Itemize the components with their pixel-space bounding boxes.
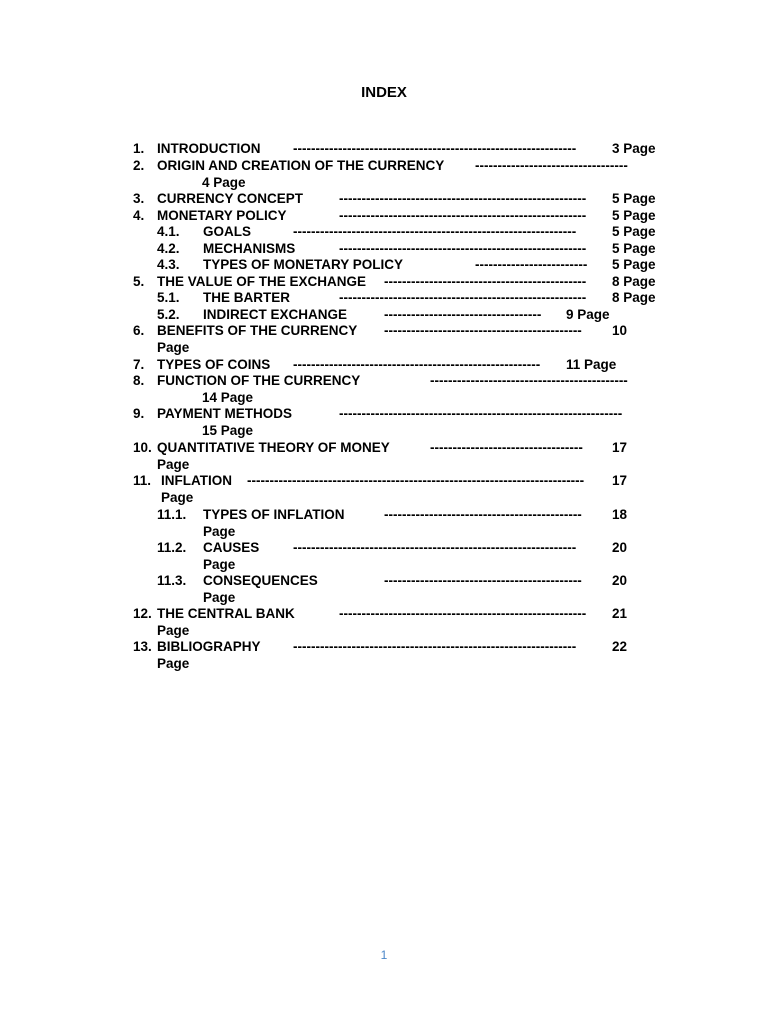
toc-entry-7-label: TYPES OF COINS (157, 357, 271, 372)
toc-entry-5-1-number: 5.1. (157, 290, 180, 305)
page-number: 1 (380, 948, 388, 962)
toc-entry-7-leader: ------------------------------------------------------- (293, 357, 541, 372)
toc-entry-10-leader: ---------------------------------- (430, 440, 583, 455)
toc-entry-4-3-page: 5 Page (612, 257, 656, 272)
toc-entry-1-leader: --------------------------------------------------------------- (293, 141, 577, 156)
toc-entry-4-3-label: TYPES OF MONETARY POLICY (203, 257, 404, 272)
toc-entry-8-page: 14 Page (202, 390, 254, 405)
index-title: INDEX (361, 84, 407, 101)
toc-entry-9-number: 9. (133, 406, 145, 421)
toc-entry-4-leader: ------------------------------------------------------- (339, 208, 587, 223)
toc-entry-1-number: 1. (133, 141, 145, 156)
toc-entry-4-page: 5 Page (612, 208, 656, 223)
toc-entry-11-3-page-number: 20 (612, 573, 628, 588)
toc-entry-10-page-word: Page (157, 457, 190, 472)
toc-entry-10-number: 10. (133, 440, 152, 455)
toc-entry-7-page: 11 Page (566, 357, 617, 372)
toc-entry-12-number: 12. (133, 606, 152, 621)
toc-entry-5-page: 8 Page (612, 274, 656, 289)
toc-entry-4-1-leader: --------------------------------------------------------------- (293, 224, 577, 239)
toc-entry-11-2-number: 11.2. (157, 540, 187, 555)
toc-entry-6-leader: -------------------------------------------- (384, 323, 582, 338)
toc-entry-13-leader: --------------------------------------------------------------- (293, 639, 577, 654)
toc-entry-5-2-page: 9 Page (566, 307, 610, 322)
toc-entry-4-number: 4. (133, 208, 145, 223)
toc-entry-6-page-number: 10 (612, 323, 628, 338)
toc-entry-5-2-number: 5.2. (157, 307, 180, 322)
toc-entry-4-2-number: 4.2. (157, 241, 180, 256)
toc-entry-11-3-leader: -------------------------------------------- (384, 573, 582, 588)
toc-entry-11-3-number: 11.3. (157, 573, 187, 588)
toc-entry-11-2-label: CAUSES (203, 540, 260, 555)
toc-entry-9-page: 15 Page (202, 423, 254, 438)
toc-entry-5-2-leader: ----------------------------------- (384, 307, 542, 322)
toc-entry-7-number: 7. (133, 357, 145, 372)
toc-entry-4-label: MONETARY POLICY (157, 208, 287, 223)
toc-entry-11-2-page-word: Page (203, 557, 236, 572)
toc-entry-11-1-page-word: Page (203, 524, 236, 539)
toc-entry-5-1-leader: ------------------------------------------------------- (339, 290, 587, 305)
toc-entry-13-number: 13. (133, 639, 152, 654)
toc-entry-4-1-page: 5 Page (612, 224, 656, 239)
toc-entry-12-label: THE CENTRAL BANK (157, 606, 295, 621)
toc-entry-11-page-number: 17 (612, 473, 628, 488)
toc-entry-11-1-label: TYPES OF INFLATION (203, 507, 345, 522)
toc-entry-8-label: FUNCTION OF THE CURRENCY (157, 373, 361, 388)
toc-entry-4-2-leader: ------------------------------------------------------- (339, 241, 587, 256)
toc-entry-2-leader: ---------------------------------- (475, 158, 628, 173)
toc-entry-11-number: 11. (133, 473, 152, 488)
toc-entry-5-label: THE VALUE OF THE EXCHANGE (157, 274, 367, 289)
toc-entry-11-page-word: Page (161, 490, 194, 505)
toc-entry-5-1-page: 8 Page (612, 290, 656, 305)
toc-entry-5-2-label: INDIRECT EXCHANGE (203, 307, 348, 322)
toc-entry-2-number: 2. (133, 158, 145, 173)
toc-entry-9-leader: --------------------------------------------------------------- (339, 406, 623, 421)
toc-entry-3-leader: ------------------------------------------------------- (339, 191, 587, 206)
toc-entry-11-3-label: CONSEQUENCES (203, 573, 318, 588)
toc-entry-5-leader: --------------------------------------------- (384, 274, 587, 289)
toc-entry-6-page-word: Page (157, 340, 190, 355)
toc-entry-11-1-page-number: 18 (612, 507, 628, 522)
toc-entry-13-label: BIBLIOGRAPHY (157, 639, 261, 654)
toc-entry-4-2-label: MECHANISMS (203, 241, 296, 256)
toc-entry-8-number: 8. (133, 373, 145, 388)
toc-entry-11-1-leader: -------------------------------------------- (384, 507, 582, 522)
toc-entry-2-label: ORIGIN AND CREATION OF THE CURRENCY (157, 158, 445, 173)
toc-entry-4-1-number: 4.1. (157, 224, 180, 239)
toc-entry-6-label: BENEFITS OF THE CURRENCY (157, 323, 358, 338)
toc-entry-11-3-page-word: Page (203, 590, 236, 605)
toc-entry-5-1-label: THE BARTER (203, 290, 290, 305)
toc-entry-13-page-word: Page (157, 656, 190, 671)
toc-entry-13-page-number: 22 (612, 639, 628, 654)
toc-entry-1-label: INTRODUCTION (157, 141, 261, 156)
toc-entry-1-page: 3 Page (612, 141, 656, 156)
toc-entry-4-3-number: 4.3. (157, 257, 180, 272)
toc-entry-10-label: QUANTITATIVE THEORY OF MONEY (157, 440, 390, 455)
toc-entry-3-label: CURRENCY CONCEPT (157, 191, 304, 206)
toc-entry-8-leader: -------------------------------------------- (430, 373, 628, 388)
toc-entry-12-page-number: 21 (612, 606, 628, 621)
toc-entry-4-1-label: GOALS (203, 224, 252, 239)
toc-entry-9-label: PAYMENT METHODS (157, 406, 293, 421)
toc-entry-3-number: 3. (133, 191, 145, 206)
toc-entry-4-2-page: 5 Page (612, 241, 656, 256)
toc-entry-11-2-leader: --------------------------------------------------------------- (293, 540, 577, 555)
toc-entry-6-number: 6. (133, 323, 145, 338)
toc-entry-5-number: 5. (133, 274, 145, 289)
toc-entry-11-1-number: 11.1. (157, 507, 187, 522)
toc-entry-11-leader: --------------------------------------------------------------------------- (247, 473, 585, 488)
toc-entry-2-page: 4 Page (202, 175, 246, 190)
toc-entry-3-page: 5 Page (612, 191, 656, 206)
toc-entry-10-page-number: 17 (612, 440, 628, 455)
toc-entry-12-page-word: Page (157, 623, 190, 638)
toc-entry-4-3-leader: ------------------------- (475, 257, 588, 272)
toc-entry-11-2-page-number: 20 (612, 540, 628, 555)
toc-entry-12-leader: ------------------------------------------------------- (339, 606, 587, 621)
toc-entry-11-label: INFLATION (161, 473, 232, 488)
